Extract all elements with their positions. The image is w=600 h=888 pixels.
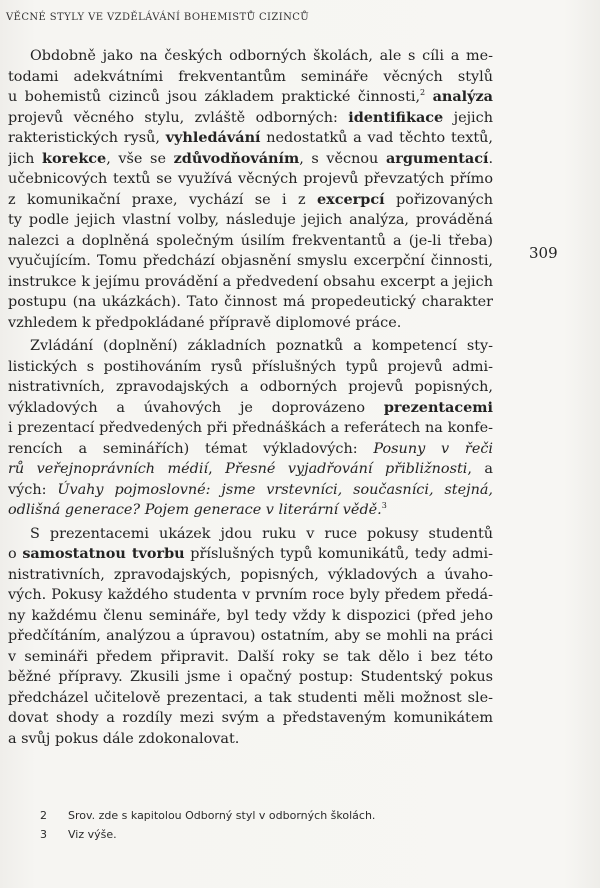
text-run: o bbox=[8, 546, 23, 562]
text-run: nistrativních, zpravodajských, popisných, výkladových a úvaho- bbox=[8, 566, 493, 583]
text-run: vyučujícím. Tomu předchází objasnění smyslu excerpční činnosti, bbox=[8, 253, 493, 269]
bold-term: zdůvodňováním bbox=[173, 149, 300, 167]
text-run: instrukce k jejímu provádění a předvedení obsahu excerpt a jejich bbox=[8, 273, 493, 290]
text-run: pořizovaných bbox=[395, 191, 493, 208]
text-run: i prezentací předvedených při přednáškách a referátech na konfe- bbox=[8, 420, 493, 436]
footnote-ref: 2 bbox=[420, 88, 426, 97]
text-run: , vše se bbox=[106, 150, 174, 167]
text-run: ty podle jejich vlastní volby, následuje jejich analýza, prováděná bbox=[8, 212, 493, 228]
text-line bbox=[8, 398, 493, 419]
text-line bbox=[8, 544, 493, 565]
text-line bbox=[8, 585, 493, 606]
text-run: výkladových a úvahových je doprovázeno bbox=[8, 399, 384, 416]
text-run: postupu (na ukázkách). Tato činnost má propedeutický charakter bbox=[8, 294, 493, 310]
text-line bbox=[8, 606, 493, 627]
text-line bbox=[8, 524, 493, 545]
body-text bbox=[8, 46, 493, 749]
text-line bbox=[8, 67, 493, 88]
text-run: u bohemistů cizinců jsou základem praktické činnosti, bbox=[8, 89, 421, 105]
text-line bbox=[8, 729, 493, 750]
text-run: todami adekvátními frekventantům semináře věcných stylů bbox=[8, 68, 493, 85]
text-line bbox=[8, 46, 493, 67]
text-line bbox=[8, 667, 493, 688]
footnotes bbox=[40, 806, 375, 844]
page-number: 309 bbox=[529, 244, 558, 262]
text-line bbox=[8, 377, 493, 398]
text-run bbox=[425, 89, 432, 105]
footnote-ref: 3 bbox=[381, 501, 387, 510]
text-run: Obdobně jako na českých odborných školách, ale s cíli a me- bbox=[30, 48, 493, 64]
text-line bbox=[8, 480, 493, 501]
text-run: předčítáním, analýzou a úpravou) ostatním, aby se mohli na práci bbox=[8, 628, 493, 644]
text-run: příslušných typů komunikátů, tedy admi- bbox=[184, 546, 493, 562]
text-run: vých. Pokusy každého studenta v prvním roce byly předem předá- bbox=[8, 587, 493, 603]
text-line bbox=[8, 87, 493, 108]
paragraph bbox=[8, 524, 493, 750]
footnote-number: 2 bbox=[40, 809, 47, 822]
text-line bbox=[8, 272, 493, 293]
italic-text: Úvahy pojmoslovné: jsme vrstevníci, současníci, stejná, bbox=[57, 481, 493, 498]
italic-text: Posuny v řeči bbox=[373, 440, 493, 457]
text-run: a svůj pokus dále zdokonalovat. bbox=[8, 730, 240, 747]
text-run: nistrativních, zpravodajských a odborných projevů popisných, bbox=[8, 379, 493, 395]
text-run: učebnicových textů se využívá věcných projevů převzatých přímo bbox=[8, 171, 493, 187]
text-line bbox=[8, 565, 493, 586]
text-run: běžné přípravy. Zkusili jsme i opačný postup: Studentský pokus bbox=[8, 669, 493, 685]
footnote-number: 3 bbox=[40, 828, 47, 841]
text-line bbox=[8, 128, 493, 149]
text-run: projevů věcného stylu, zvláště odborných: bbox=[8, 109, 349, 126]
text-run: v semináři předem připravit. Další roky se tak dělo i bez této bbox=[8, 648, 493, 665]
text-line bbox=[8, 313, 493, 334]
text-run: , a bbox=[467, 461, 493, 477]
text-run: rakteristických rysů, bbox=[8, 130, 166, 146]
text-run: . bbox=[488, 150, 493, 167]
text-line bbox=[8, 418, 493, 439]
italic-text: Přesné vyjadřování přibližnosti bbox=[225, 461, 468, 477]
italic-text: odlišná generace? Pojem generace v literární vědě. bbox=[8, 502, 382, 518]
italic-text: rů veřejnoprávních médií bbox=[8, 461, 209, 477]
text-run: listických s postihováním rysů příslušných typů projevů admi- bbox=[8, 358, 493, 375]
running-head: VĚCNÉ STYLY VE VZDĚLÁVÁNÍ BOHEMISTŮ CIZINCŮ bbox=[6, 12, 310, 23]
text-run: nedostatků a vad těchto textů, bbox=[266, 130, 493, 146]
text-run: , s věcnou bbox=[299, 150, 386, 167]
bold-term: korekce bbox=[42, 149, 107, 167]
text-line bbox=[8, 439, 493, 460]
bold-term: excerpcí bbox=[317, 190, 385, 208]
text-run: ny každému členu semináře, byl tedy vždy k dispozici (před jeho bbox=[8, 607, 493, 624]
text-run: nalezci a doplněná společným úsilím frekventantů a (je-li třeba) bbox=[8, 232, 493, 249]
text-line bbox=[8, 251, 493, 272]
text-line bbox=[8, 459, 493, 480]
footnote bbox=[40, 825, 375, 844]
bold-term: prezentacemi bbox=[383, 398, 493, 416]
bold-term: identifikace bbox=[348, 108, 444, 126]
text-run: Zvládání (doplnění) základních poznatků a kompetencí sty- bbox=[30, 338, 493, 354]
text-run: S prezentacemi ukázek jdou ruku v ruce pokusy studentů bbox=[30, 525, 493, 542]
bold-term: analýza bbox=[432, 88, 493, 105]
text-line bbox=[8, 708, 493, 729]
text-run: rencích a seminářích) témat výkladových: bbox=[8, 440, 374, 457]
footnote-text: Srov. zde s kapitolou Odborný styl v odborných školách. bbox=[68, 809, 376, 822]
text-run: jejich bbox=[453, 109, 493, 126]
text-line bbox=[8, 149, 493, 170]
text-line bbox=[8, 210, 493, 231]
text-line bbox=[8, 336, 493, 357]
text-line bbox=[8, 190, 493, 211]
text-line bbox=[8, 108, 493, 129]
text-line bbox=[8, 231, 493, 252]
footnote-text: Viz výše. bbox=[68, 828, 117, 841]
paragraph bbox=[8, 46, 493, 333]
bold-term: vyhledávání bbox=[165, 129, 261, 146]
text-run: vzhledem k předpokládané přípravě diplomové práce. bbox=[8, 314, 402, 331]
text-run: z komunikační praxe, vychází se i z bbox=[8, 191, 318, 208]
footnote bbox=[40, 806, 375, 825]
text-run: vých: bbox=[8, 481, 58, 498]
text-line bbox=[8, 357, 493, 378]
text-run: , bbox=[208, 461, 226, 477]
bold-term: argumentací bbox=[385, 149, 489, 167]
text-line bbox=[8, 626, 493, 647]
text-run: dovat shody a rozdíly mezi svým a představeným komunikátem bbox=[8, 710, 493, 726]
text-line bbox=[8, 688, 493, 709]
paragraph bbox=[8, 336, 493, 521]
text-line bbox=[8, 647, 493, 668]
text-run: jich bbox=[8, 150, 43, 167]
text-line bbox=[8, 500, 493, 521]
bold-term: samostatnou tvorbu bbox=[22, 545, 185, 562]
text-line bbox=[8, 169, 493, 190]
text-run: předcházel učitelově prezentaci, a tak studenti měli možnost sle- bbox=[8, 689, 493, 706]
text-line bbox=[8, 292, 493, 313]
